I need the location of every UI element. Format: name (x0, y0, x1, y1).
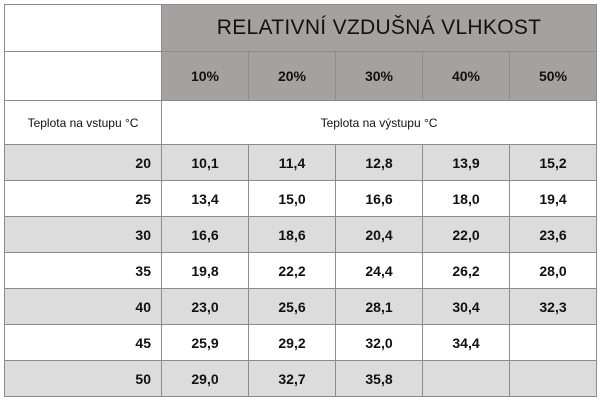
humidity-header-row (5, 52, 597, 101)
table-cell: 23,6 (510, 217, 597, 253)
table-cell: 12,8 (336, 145, 423, 181)
row-inlet-temperature: 25 (5, 181, 162, 217)
humidity-header-20: 20% (249, 52, 336, 101)
corner-blank-cell (5, 52, 162, 101)
corner-blank-cell (5, 5, 162, 52)
table-cell: 35,8 (336, 361, 423, 397)
table-cell: 28,1 (336, 289, 423, 325)
table-cell: 19,8 (162, 253, 249, 289)
humidity-header-10: 10% (162, 52, 249, 101)
table-row (5, 289, 597, 325)
table-row (5, 181, 597, 217)
table-row (5, 361, 597, 397)
row-inlet-temperature: 20 (5, 145, 162, 181)
table-cell: 18,6 (249, 217, 336, 253)
row-inlet-temperature: 40 (5, 289, 162, 325)
row-inlet-temperature: 30 (5, 217, 162, 253)
table-cell: 25,9 (162, 325, 249, 361)
table-cell: 16,6 (162, 217, 249, 253)
table-cell: 18,0 (423, 181, 510, 217)
table-cell: 15,2 (510, 145, 597, 181)
table-cell: 19,4 (510, 181, 597, 217)
table-cell: 29,2 (249, 325, 336, 361)
table-cell: 34,4 (423, 325, 510, 361)
outlet-temperature-label: Teplota na výstupu °C (162, 101, 597, 145)
title-row (5, 5, 597, 52)
row-inlet-temperature: 45 (5, 325, 162, 361)
table-cell: 29,0 (162, 361, 249, 397)
humidity-header-40: 40% (423, 52, 510, 101)
table-cell: 22,0 (423, 217, 510, 253)
table-cell: 32,0 (336, 325, 423, 361)
table-cell: 26,2 (423, 253, 510, 289)
table-row (5, 217, 597, 253)
table-row (5, 145, 597, 181)
table-cell (423, 361, 510, 397)
table-cell: 30,4 (423, 289, 510, 325)
table-cell: 28,0 (510, 253, 597, 289)
table-cell: 22,2 (249, 253, 336, 289)
table-cell: 10,1 (162, 145, 249, 181)
table-cell: 24,4 (336, 253, 423, 289)
row-inlet-temperature: 50 (5, 361, 162, 397)
table-cell: 25,6 (249, 289, 336, 325)
table-cell: 20,4 (336, 217, 423, 253)
table-cell (510, 325, 597, 361)
table-cell: 32,7 (249, 361, 336, 397)
table-title: RELATIVNÍ VZDUŠNÁ VLHKOST (162, 5, 597, 52)
table-cell: 32,3 (510, 289, 597, 325)
table-row (5, 253, 597, 289)
table-cell: 16,6 (336, 181, 423, 217)
row-inlet-temperature: 35 (5, 253, 162, 289)
inlet-temperature-label: Teplota na vstupu °C (5, 101, 162, 145)
table-cell (510, 361, 597, 397)
table-cell: 11,4 (249, 145, 336, 181)
table-cell: 13,9 (423, 145, 510, 181)
table-row (5, 325, 597, 361)
humidity-table (4, 4, 597, 397)
humidity-header-30: 30% (336, 52, 423, 101)
table-cell: 15,0 (249, 181, 336, 217)
table-cell: 23,0 (162, 289, 249, 325)
humidity-header-50: 50% (510, 52, 597, 101)
table-cell: 13,4 (162, 181, 249, 217)
axis-label-row (5, 101, 597, 145)
